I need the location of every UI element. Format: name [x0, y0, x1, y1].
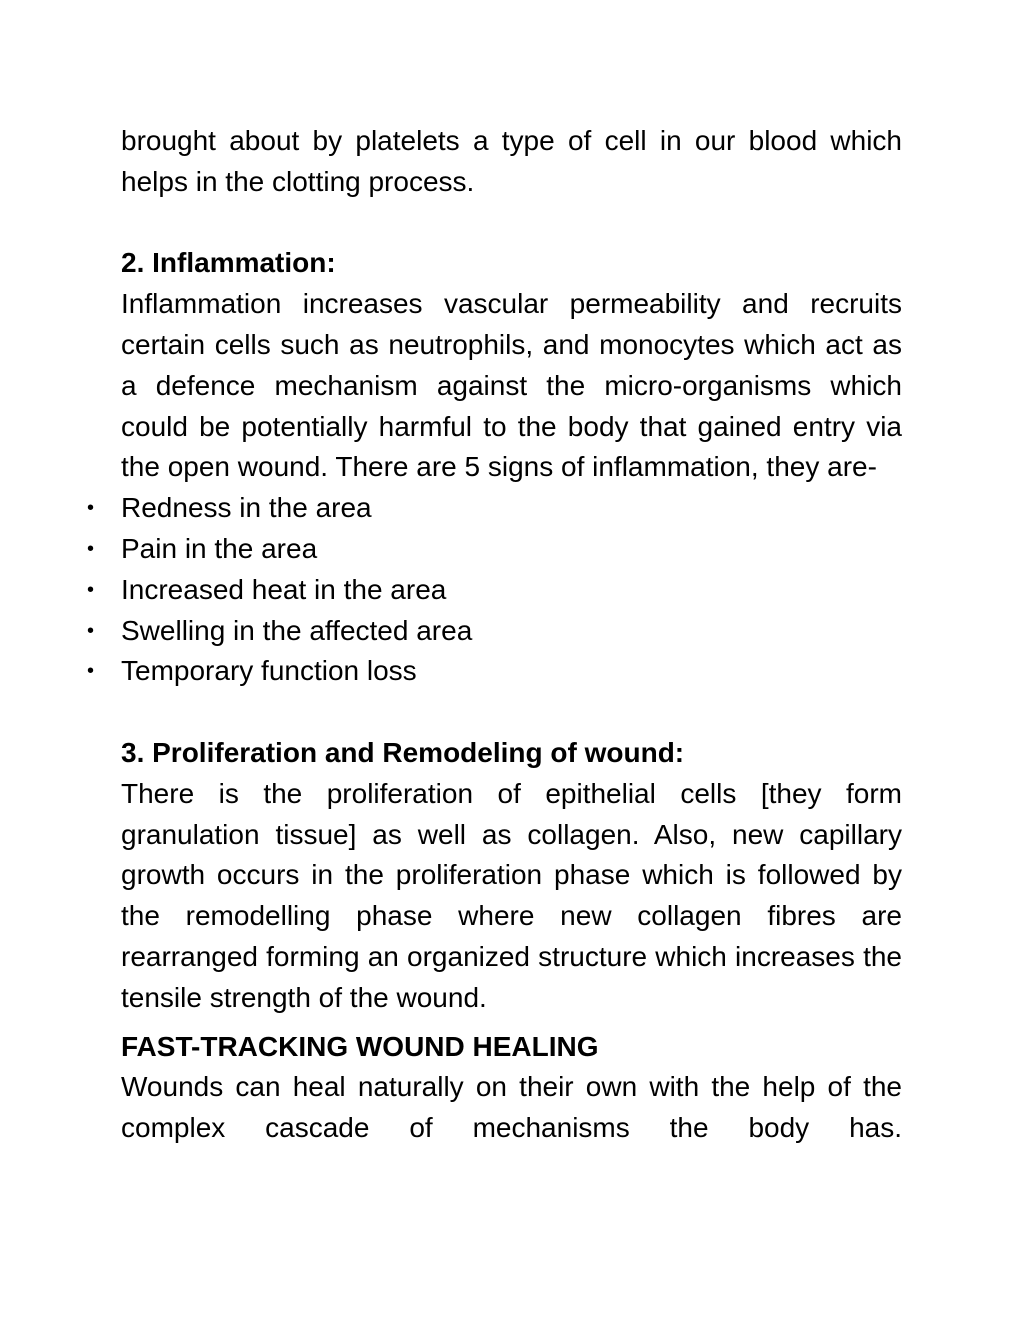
- bullet-dot-icon: •: [87, 660, 95, 683]
- list-item-text: Pain in the area: [121, 532, 318, 564]
- list-item: [87, 651, 902, 692]
- proliferation-paragraph: There is the proliferation of epithelial cells [they form granulation tissue] as well as collagen. Also, new capillary growth occurs in the proliferation phase which is followed by the remodelling phase where new collagen fibres are rearranged forming an organized structure which increases the tensile strength of the wound.: [121, 777, 902, 1013]
- bullet-dot-icon: •: [87, 578, 95, 601]
- list-item-text: Increased heat in the area: [121, 573, 447, 605]
- document-page: [87, 121, 902, 1149]
- spacer: [121, 203, 902, 244]
- inflammation-paragraph: Inflammation increases vascular permeability and recruits certain cells such as neutrophils, and monocytes which act as a defence mechanism against the micro-organisms which could be potentially harmful to the body that gained entry via the open wound. There are 5 signs of inflammation, they are-: [121, 288, 902, 483]
- bullet-dot-icon: •: [87, 497, 95, 520]
- list-item-text: Temporary function loss: [121, 655, 417, 687]
- fast-tracking-heading: FAST-TRACKING WOUND HEALING: [121, 1030, 599, 1062]
- list-item: [87, 488, 902, 529]
- inflammation-heading: 2. Inflammation:: [121, 247, 336, 279]
- list-item-text: Swelling in the affected area: [121, 614, 473, 646]
- proliferation-heading: 3. Proliferation and Remodeling of wound:: [121, 736, 685, 768]
- inflammation-signs-list: [87, 488, 902, 692]
- fast-tracking-paragraph: Wounds can heal naturally on their own with the help of the complex cascade of mechanisms the body has.: [121, 1071, 902, 1144]
- intro-paragraph: brought about by platelets a type of cell in our blood which helps in the clotting process.: [121, 125, 902, 197]
- list-item-text: Redness in the area: [121, 492, 372, 524]
- spacer: [121, 692, 902, 733]
- bullet-dot-icon: •: [87, 537, 95, 560]
- list-item: [87, 611, 902, 652]
- bullet-dot-icon: •: [87, 619, 95, 642]
- list-item: [87, 529, 902, 570]
- spacer: [121, 1019, 902, 1027]
- list-item: [87, 570, 902, 611]
